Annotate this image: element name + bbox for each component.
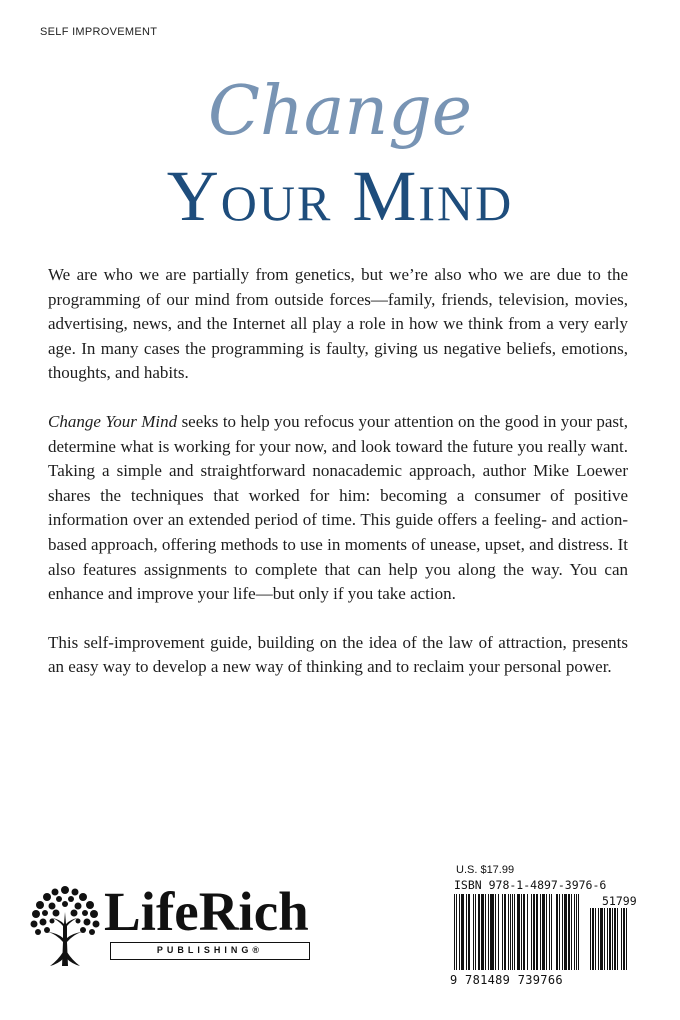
barcode-bar [473,894,474,970]
barcode-bar [533,894,535,970]
barcode-bar [504,894,506,970]
barcode-bar [598,908,599,970]
title-line-1: Change [208,72,472,151]
barcode-digits: 9 781489 739766 [450,973,563,987]
barcode-bar [488,894,489,970]
description [48,263,628,704]
barcode-bar [527,894,528,970]
barcode-bar [542,894,545,970]
barcode-bars [454,894,590,970]
barcode-bar [490,894,494,970]
barcode-bar [454,894,455,970]
barcode-bar [481,894,484,970]
barcode-bar [508,894,509,970]
paragraph-1: We are who we are partially from genetics, but we’re also who we are due to the programming of our mind from outside forces—family, friends, television, movies, advertising, news, and the Internet all play a role in how we think from a very early age. In many cases the programming is faulty, giving us negative beliefs, emotions, thoughts, and habits. [48,265,628,383]
barcode-bar [475,894,476,970]
barcode-bar [626,908,627,970]
barcode-bar [546,894,547,970]
barcode-bar [523,894,525,970]
barcode-bar [578,894,579,970]
barcode-bar [459,894,460,970]
barcode-bar [521,894,522,970]
barcode-bar [540,894,541,970]
barcode-bar [604,908,605,970]
barcode-bar [536,894,538,970]
paragraph-2 [48,410,628,607]
book-title-italic: Change Your Mind [48,411,178,431]
barcode-bar [495,894,496,970]
barcode-bar [617,908,618,970]
barcode-bar [607,908,608,970]
category-label: SELF IMPROVEMENT [40,26,158,38]
barcode-bar [559,894,560,970]
price-label: U.S. $17.99 [456,864,515,876]
barcode-bar [562,894,563,970]
barcode-bar [514,894,515,970]
publisher-name: LifeRich [104,881,309,942]
barcode-bar [614,908,616,970]
barcode-bar [571,894,572,970]
barcode-bar [549,894,550,970]
barcode-bar [568,894,570,970]
paragraph-3: This self-improvement guide, building on the idea of the law of attraction, presents an easy way to develop a new way of thinking and to reclaim your personal power. [48,632,628,677]
barcode-bar [502,894,503,970]
barcode-bar [556,894,558,970]
barcode-bar [595,908,596,970]
barcode-bar [609,908,611,970]
barcode-bar [468,894,470,970]
barcode-bar [531,894,532,970]
barcode-bar [466,894,467,970]
barcode-bar [485,894,486,970]
barcode-bar [456,894,457,970]
barcode-bar [621,908,622,970]
barcode-bar [590,908,591,970]
publisher-logo [28,882,318,966]
barcode-bar [461,894,464,970]
barcode-bar [574,894,575,970]
barcode-bar [512,894,513,970]
barcode-bar [592,908,594,970]
tree-icon [28,882,102,966]
barcode-bar [517,894,520,970]
barcode-bar [612,908,613,970]
barcode-bar [551,894,552,970]
barcode [450,878,650,992]
barcode-bar [478,894,480,970]
paragraph-2-text: seeks to help you refocus your attention on the good in your past, determine what is working for your now, and look toward the future you really want. Taking a simple and straightforward nonacademic approach, author Mike Loewer shares the techniques that worked for him: becoming a consumer of positive information over an extended period of time. This guide offers a feeling- and action-based approach, offering methods to use in moments of unease, upset, and distress. It also features assignments to complete that can help you along the way. You can enhance and improve your life—but only if you take action. [48,411,628,604]
title-line-2: Your Mind [166,156,514,236]
barcode-bar [510,894,511,970]
barcode-bar [564,894,567,970]
barcode-addon-digits: 51799 [602,894,637,908]
barcode-bar [623,908,625,970]
barcode-bar [498,894,499,970]
isbn-text: ISBN 978-1-4897-3976-6 [454,878,607,892]
publisher-sub: PUBLISHING® [110,942,310,960]
barcode-addon-bars [590,908,650,970]
barcode-bar [576,894,577,970]
barcode-bar [600,908,603,970]
